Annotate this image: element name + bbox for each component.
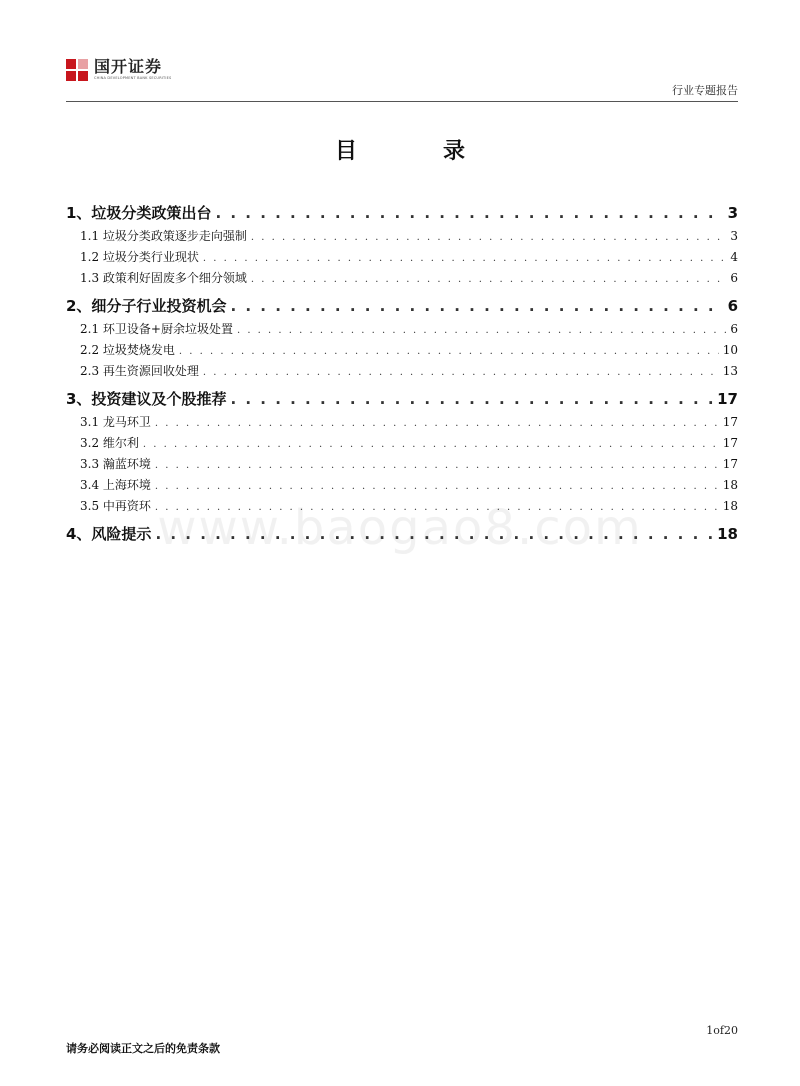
toc-entry-label: 3.4 上海环境 (80, 478, 151, 492)
toc-entry-page: 17 (722, 436, 738, 450)
toc-entry-label: 3.3 瀚蓝环境 (80, 457, 151, 471)
toc-section-entry[interactable] (66, 412, 738, 433)
toc-entry-page: 13 (722, 364, 738, 378)
toc-section-entry[interactable] (66, 475, 738, 496)
toc-entry-page: 4 (730, 250, 738, 264)
toc-section-entry[interactable] (66, 319, 738, 340)
toc-entry-label: 2.3 再生资源回收处理 (80, 364, 199, 378)
toc-entry-page: 6 (730, 322, 738, 336)
toc-section-entry[interactable] (66, 454, 738, 475)
watermark: www.baogao8.com (157, 500, 643, 556)
toc-section-entry[interactable] (66, 361, 738, 382)
toc-entry-page: 6 (727, 297, 738, 315)
toc-dot-leader (230, 386, 713, 412)
logo-mark-icon (66, 59, 88, 81)
toc-entry-page: 18 (722, 478, 738, 492)
toc-chapter-entry[interactable] (66, 200, 738, 226)
page-number: 1of20 (706, 1024, 738, 1037)
toc-dot-leader (155, 413, 719, 433)
logo-name-cn: 国开证券 (94, 57, 163, 76)
disclaimer-note: 请务必阅读正文之后的免责条款 (66, 1042, 220, 1055)
toc-entry-label: 4、风险提示 (66, 525, 152, 543)
toc-title: 目录 (334, 139, 551, 164)
toc-entry-label: 2.2 垃圾焚烧发电 (80, 343, 175, 357)
page-header (66, 58, 738, 102)
toc-chapter-entry[interactable] (66, 386, 738, 412)
toc-dot-leader (251, 227, 726, 247)
toc-section-entry[interactable] (66, 340, 738, 361)
toc-dot-leader (155, 476, 719, 496)
toc-entry-label: 3.5 中再资环 (80, 499, 151, 513)
toc-entry-page: 18 (717, 525, 738, 543)
toc-section-entry[interactable] (66, 268, 738, 289)
toc-entry-page: 6 (730, 271, 738, 285)
toc-entry-label: 1.1 垃圾分类政策逐步走向强制 (80, 229, 247, 243)
toc-dot-leader (251, 269, 726, 289)
header-divider (66, 101, 738, 102)
toc-entry-label: 2.1 环卫设备+厨余垃圾处置 (80, 322, 233, 336)
toc-entry-label: 3、投资建议及个股推荐 (66, 390, 227, 408)
toc-section-entry[interactable] (66, 226, 738, 247)
toc-dot-leader (230, 293, 723, 319)
toc-entry-page: 3 (727, 204, 738, 222)
table-of-contents (66, 196, 738, 547)
toc-entry-page: 17 (722, 457, 738, 471)
toc-entry-page: 17 (717, 390, 738, 408)
toc-section-entry[interactable] (66, 247, 738, 268)
toc-section-entry[interactable] (66, 433, 738, 454)
logo-name-en: CHINA DEVELOPMENT BANK SECURITIES (94, 76, 172, 80)
report-type-label: 行业专题报告 (672, 84, 738, 97)
toc-entry-label: 2、细分子行业投资机会 (66, 297, 227, 315)
toc-entry-page: 3 (730, 229, 738, 243)
toc-chapter-entry[interactable] (66, 293, 738, 319)
toc-entry-page: 10 (722, 343, 738, 357)
toc-entry-label: 3.1 龙马环卫 (80, 415, 151, 429)
toc-dot-leader (203, 362, 719, 382)
toc-dot-leader (179, 341, 719, 361)
toc-dot-leader (237, 320, 726, 340)
toc-entry-label: 3.2 维尔利 (80, 436, 139, 450)
toc-dot-leader (143, 434, 719, 454)
toc-entry-label: 1.3 政策利好固废多个细分领域 (80, 271, 247, 285)
toc-dot-leader (155, 455, 719, 475)
toc-dot-leader (203, 248, 726, 268)
toc-entry-page: 17 (722, 415, 738, 429)
toc-entry-label: 1、垃圾分类政策出台 (66, 204, 212, 222)
company-logo (66, 58, 171, 86)
toc-dot-leader (215, 200, 723, 226)
toc-entry-page: 18 (722, 499, 738, 513)
toc-entry-label: 1.2 垃圾分类行业现状 (80, 250, 199, 264)
